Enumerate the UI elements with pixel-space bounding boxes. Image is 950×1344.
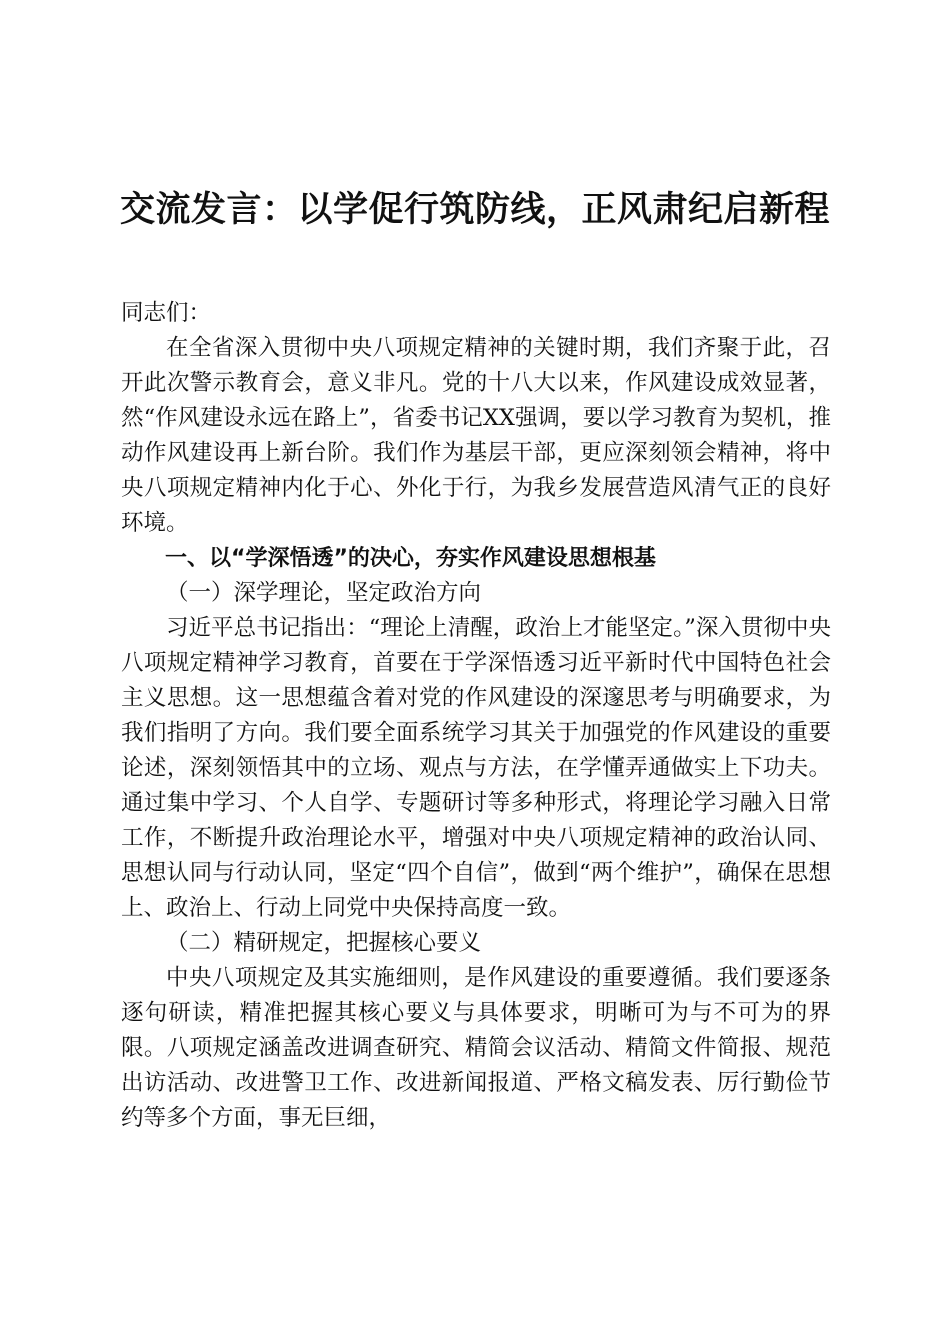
intro-paragraph: 在全省深入贯彻中央八项规定精神的关键时期，我们齐聚于此，召开此次警示教育会，意义非凡。党的十八大以来，作风建设成效显著，然“作风建设永远在路上”，省委书记XX强调，要以学习教育为契机，推动作风建设再上新台阶。我们作为基层干部，更应深刻领会精神，将中央八项规定精神内化于心、外化于行，为我乡发展营造风清气正的良好环境。 — [121, 335, 831, 536]
subsection-1-paragraph: 习近平总书记指出：“理论上清醒，政治上才能坚定。”深入贯彻中央八项规定精神学习教育，首要在于学深悟透习近平新时代中国特色社会主义思想。这一思想蕴含着对党的作风建设的深邃思考与明确要求，为我们指明了方向。我们要全面系统学习其关于加强党的作风建设的重要论述，深刻领悟其中的立场、观点与方法，在学懂弄通做实上下功夫。通过集中学习、个人自学、专题研讨等多种形式，将理论学习融入日常工作，不断提升政治理论水平，增强对中央八项规定精神的政治认同、思想认同与行动认同，坚定“四个自信”，做到“两个维护”，确保在思想上、政治上、行动上同党中央保持高度一致。 — [121, 615, 831, 921]
subsection-2-heading: （二）精研规定，把握核心要义 — [166, 930, 482, 956]
subsection-1-heading: （一）深学理论，坚定政治方向 — [166, 580, 482, 606]
salutation: 同志们： — [121, 300, 212, 326]
document-body — [121, 296, 831, 1136]
document-title: 交流发言：以学促行筑防线，正风肃纪启新程 — [119, 189, 830, 230]
subsection-2-paragraph: 中央八项规定及其实施细则，是作风建设的重要遵循。我们要逐条逐句研读，精准把握其核心要义与具体要求，明晰可为与不可为的界限。八项规定涵盖改进调查研究、精简会议活动、精简文件简报、规范出访活动、改进警卫工作、改进新闻报道、严格文稿发表、厉行勤俭节约等多个方面，事无巨细， — [121, 965, 831, 1131]
section-1-heading: 一、以“学深悟透”的决心，夯实作风建设思想根基 — [165, 546, 656, 571]
